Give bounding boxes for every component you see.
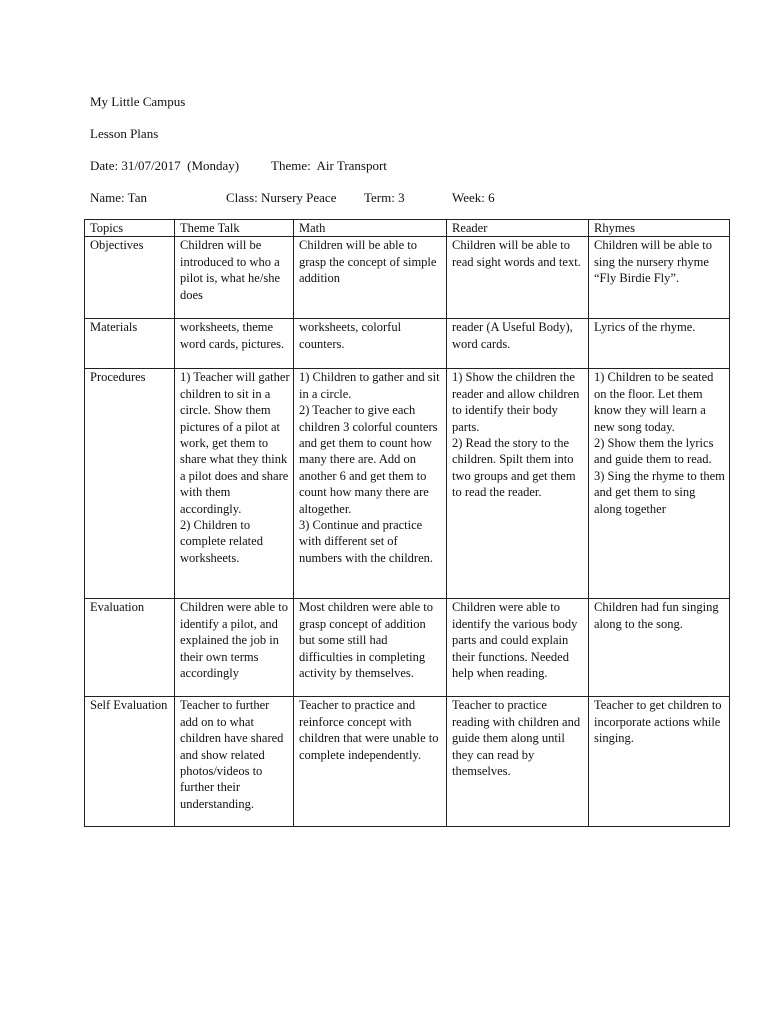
table-row bbox=[85, 319, 730, 369]
table-cell: Teacher to practice reading with children and guide them along until they can read by themselves. bbox=[447, 697, 589, 827]
row-topic: Self Evaluation bbox=[85, 697, 175, 827]
table-row bbox=[85, 369, 730, 599]
column-header: Math bbox=[294, 220, 447, 237]
week-label: Week: 6 bbox=[452, 190, 495, 205]
table-cell: Children will be able to grasp the concept of simple addition bbox=[294, 237, 447, 319]
table-cell: Children will be able to read sight words and text. bbox=[447, 237, 589, 319]
table-cell: Most children were able to grasp concept of addition but some still had difficulties in completing activity by themselves. bbox=[294, 599, 447, 697]
row-topic: Materials bbox=[85, 319, 175, 369]
table-cell: Teacher to further add on to what children have shared and show related photos/videos to further their understanding. bbox=[175, 697, 294, 827]
table-cell: Lyrics of the rhyme. bbox=[589, 319, 730, 369]
table-row bbox=[85, 599, 730, 697]
school-name: My Little Campus bbox=[90, 94, 186, 109]
table-cell: worksheets, theme word cards, pictures. bbox=[175, 319, 294, 369]
table-cell: Children were able to identify the various body parts and could explain their functions. Needed help when reading. bbox=[447, 599, 589, 697]
theme-label: Theme: Air Transport bbox=[271, 158, 387, 173]
document-title: Lesson Plans bbox=[90, 126, 159, 141]
term-label: Term: 3 bbox=[364, 190, 405, 205]
column-header: Reader bbox=[447, 220, 589, 237]
table-cell: Children will be able to sing the nursery rhyme “Fly Birdie Fly”. bbox=[589, 237, 730, 319]
table-cell: 1) Children to gather and sit in a circle. 2) Teacher to give each children 3 colorful counters and get them to count how many there are. Add on another 6 and get them to count how many there are altogether. 3) Continue and practice with different set of numbers with the children. bbox=[294, 369, 447, 599]
table-row bbox=[85, 237, 730, 319]
date-theme-line bbox=[90, 158, 730, 174]
date-label: Date: 31/07/2017 (Monday) bbox=[90, 158, 240, 173]
table-cell: Children had fun singing along to the song. bbox=[589, 599, 730, 697]
table-cell: Children were able to identify a pilot, and explained the job in their own terms accordingly bbox=[175, 599, 294, 697]
column-header: Topics bbox=[85, 220, 175, 237]
name-label: Name: Tan bbox=[90, 190, 147, 205]
row-topic: Evaluation bbox=[85, 599, 175, 697]
lesson-plan-table bbox=[84, 219, 730, 827]
row-topic: Objectives bbox=[85, 237, 175, 319]
class-label: Class: Nursery Peace bbox=[226, 190, 337, 205]
table-header-row bbox=[85, 220, 730, 237]
table-row bbox=[85, 697, 730, 827]
table-cell: reader (A Useful Body), word cards. bbox=[447, 319, 589, 369]
table-cell: worksheets, colorful counters. bbox=[294, 319, 447, 369]
table-cell: 1) Teacher will gather children to sit in a circle. Show them pictures of a pilot at work, get them to share what they think a pilot does and share with them accordingly. 2) Children to complete related worksheets. bbox=[175, 369, 294, 599]
row-topic: Procedures bbox=[85, 369, 175, 599]
column-header: Theme Talk bbox=[175, 220, 294, 237]
table-cell: Teacher to practice and reinforce concept with children that were unable to complete independently. bbox=[294, 697, 447, 827]
info-line bbox=[90, 190, 730, 206]
table-cell: 1) Children to be seated on the floor. Let them know they will learn a new song today. 2) Show them the lyrics and guide them to read. 3) Sing the rhyme to them and get them to sing along together bbox=[589, 369, 730, 599]
table-cell: Children will be introduced to who a pilot is, what he/she does bbox=[175, 237, 294, 319]
table-cell: 1) Show the children the reader and allow children to identify their body parts. 2) Read the story to the children. Spilt them into two groups and get them to read the reader. bbox=[447, 369, 589, 599]
table-cell: Teacher to get children to incorporate actions while singing. bbox=[589, 697, 730, 827]
column-header: Rhymes bbox=[589, 220, 730, 237]
